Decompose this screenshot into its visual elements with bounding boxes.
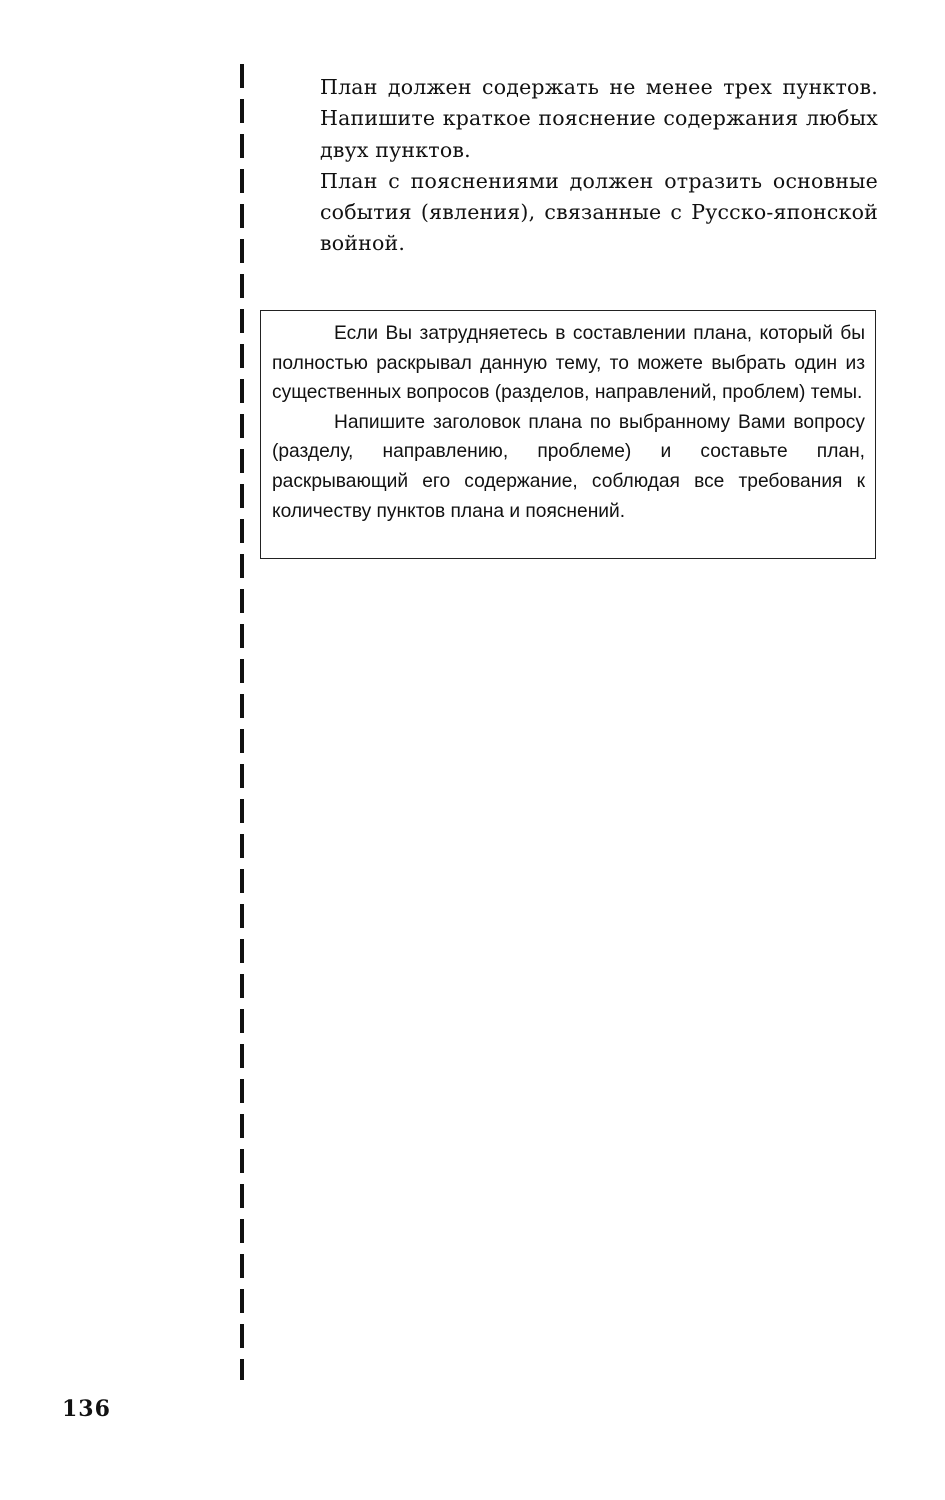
instruction-plan-requirements: План должен содержать не менее трех пунктов. Напишите краткое пояснение содержания любых двух пунктов. — [320, 75, 878, 162]
page-number: 136 — [62, 1396, 111, 1422]
task-instructions — [320, 72, 878, 260]
hint-paragraph-heading: Напишите заголовок плана по выбранному Вами вопросу (разделу, направлению, проблеме) и составьте план, раскрывающий его содержание, соблюдая все требования к количеству пунктов плана и пояснений. — [272, 411, 865, 522]
hint-paragraph-alternative: Если Вы затрудняетесь в составлении плана, который бы полностью раскрывал данную тему, то можете выбрать один из существенных вопросов (разделов, направлений, проблем) темы. — [272, 323, 865, 404]
dashed-cut-line — [240, 64, 244, 1380]
hint-box — [260, 310, 876, 559]
instruction-plan-content: План с пояснениями должен отразить основные события (явления), связанные с Русско-японской войной. — [320, 168, 878, 256]
